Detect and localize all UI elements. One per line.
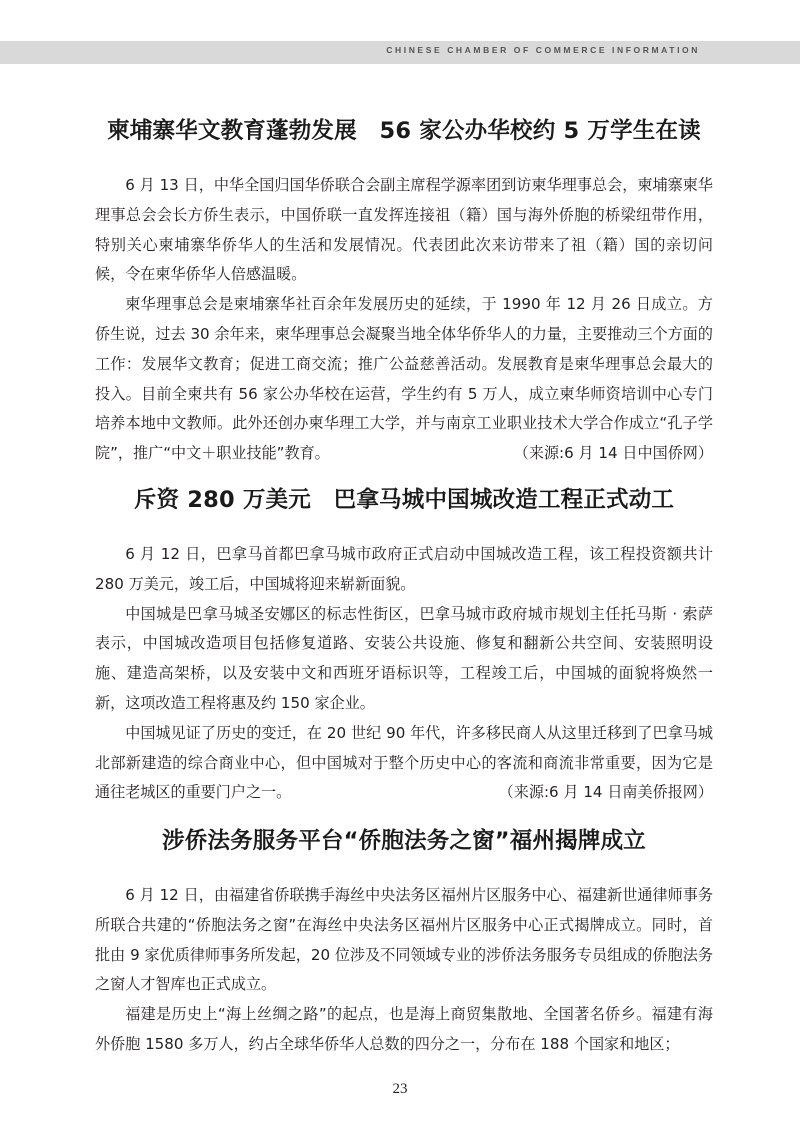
article-cambodia: [95, 113, 713, 469]
article-paragraph: 中国城是巴拿马城圣安娜区的标志性街区，巴拿马城市政府城市规划主任托马斯 · 索萨表示，中国城改造项目包括修复道路、安装公共设施、修复和翻新公共空间、安装照明设施、建造高架桥，以及安装中文和西班牙语标识等，工程竣工后，中国城的面貌将焕然一新，这项改造工程将惠及约 150 家企业。: [95, 604, 713, 712]
article-paragraph: 6 月 12 日，由福建省侨联携手海丝中央法务区福州片区服务中心、福建新世通律师事务所联合共建的“侨胞法务之窗”在海丝中央法务区福州片区服务中心正式揭牌成立。同时，首批由 9 家优质律师事务所发起，20 位涉及不同领域专业的涉侨法务服务专员组成的侨胞法务之窗人才智库也正式成立。: [95, 886, 713, 994]
article-paragraph: 柬华理事总会是柬埔寨华社百余年发展历史的延续，于 1990 年 12 月 26 日成立。方侨生说，过去 30 余年来，柬华理事总会凝聚当地全体华侨华人的力量，主要推动三个方面的工作：发展华文教育；促进工商交流；推广公益慈善活动。发展教育是柬华理事总会最大的投入。目前全柬共有 56 家公办华校在运营，学生约有 5 万人，成立柬华师资培训中心专门培养本地中文教师。此外还创办柬华理工大学，并与南京工业职业技术大学合作成立“孔子学院”，推广“中文＋职业技能”教育。 （来源:6 月 14 日中国侨网）: [95, 290, 713, 469]
running-header-bar: [0, 41, 800, 64]
running-header-label: CHINESE CHAMBER OF COMMERCE INFORMATION: [386, 45, 700, 55]
article-source: （来源:6 月 14 日南美侨报网）: [498, 783, 713, 802]
article-panama: [95, 482, 713, 808]
article-paragraph: 6 月 12 日，巴拿马首都巴拿马城市政府正式启动中国城改造工程，该工程投资额共计 280 万美元，竣工后，中国城将迎来崭新面貌。: [95, 545, 713, 593]
article-title: 柬埔寨华文教育蓬勃发展 56 家公办华校约 5 万学生在读: [107, 118, 701, 144]
article-title: 涉侨法务服务平台“侨胞法务之窗”福州揭牌成立: [162, 828, 646, 854]
page-number: 23: [392, 1081, 408, 1097]
article-paragraph: 6 月 13 日，中华全国归国华侨联合会副主席程学源率团到访柬华理事总会，柬埔寨柬华理事总会会长方侨生表示，中国侨联一直发挥连接祖（籍）国与海外侨胞的桥梁纽带作用，特别关心柬埔寨华侨华人的生活和发展情况。代表团此次来访带来了祖（籍）国的亲切问候，令在柬华侨华人倍感温暖。: [95, 176, 713, 284]
article-paragraph: 福建是历史上“海上丝绸之路”的起点，也是海上商贸集散地、全国著名侨乡。福建有海外侨胞 1580 多万人，约占全球华侨华人总数的四分之一，分布在 188 个国家和地区；: [95, 1005, 713, 1053]
article-fuzhou: [95, 823, 713, 1060]
article-paragraph: 中国城见证了历史的变迁，在 20 世纪 90 年代，许多移民商人从这里迁移到了巴拿马城北部新建造的综合商业中心，但中国城对于整个历史中心的客流和商流非常重要，因为它是通往老城区的重要门户之一。 （来源:6 月 14 日南美侨报网）: [95, 719, 713, 808]
article-title: 斥资 280 万美元 巴拿马城中国城改造工程正式动工: [133, 487, 675, 513]
article-source: （来源:6 月 14 日中国侨网）: [513, 444, 713, 463]
